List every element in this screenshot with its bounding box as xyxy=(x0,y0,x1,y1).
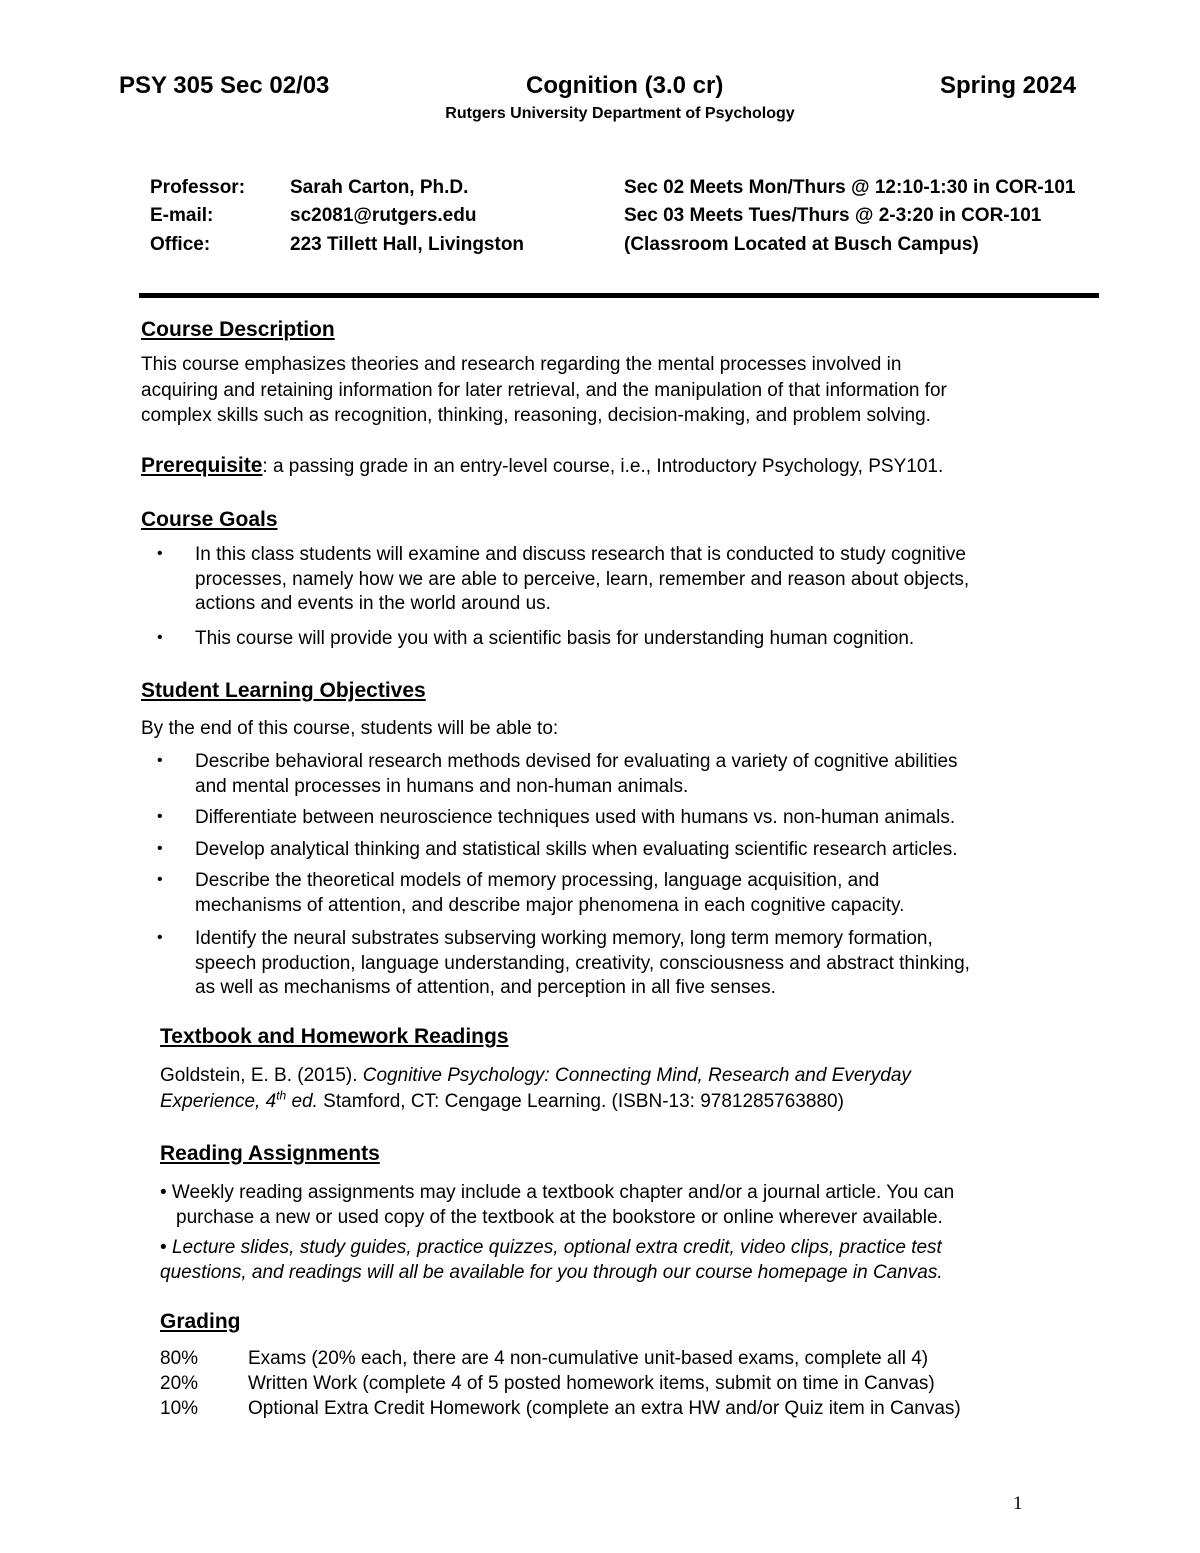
list-item: • Lecture slides, study guides, practice quizzes, optional extra credit, video clips, practice test questions, and readings will all be available for you through our course homepage in Canvas. xyxy=(160,1237,943,1283)
prerequisite xyxy=(141,454,943,478)
course-title: Cognition (3.0 cr) xyxy=(526,72,724,99)
bullet-icon: • xyxy=(157,929,163,946)
professor-label: Professor: xyxy=(150,177,246,198)
list-item: Differentiate between neuroscience techniques used with humans vs. non-human animals. xyxy=(195,807,956,828)
objectives-heading: Student Learning Objectives xyxy=(141,679,426,702)
grading-percent: 80% xyxy=(160,1348,199,1369)
classroom-location: (Classroom Located at Busch Campus) xyxy=(624,234,979,255)
bullet-icon: • xyxy=(157,840,163,857)
list-item: Develop analytical thinking and statistical skills when evaluating scientific research articles. xyxy=(195,839,958,860)
grading-percent: 20% xyxy=(160,1373,199,1394)
list-item: This course will provide you with a scientific basis for understanding human cognition. xyxy=(195,628,915,649)
course-code: PSY 305 Sec 02/03 xyxy=(119,72,330,99)
office-location: 223 Tillett Hall, Livingston xyxy=(290,234,525,255)
bullet-icon: • xyxy=(157,808,163,825)
bullet-icon: • xyxy=(157,545,163,562)
list-item: In this class students will examine and discuss research that is conducted to study cognitive processes, namely how we are able to perceive, learn, remember and reason about objects, actions and events in the world around us. xyxy=(195,544,970,614)
textbook-title: Cognitive Psychology: Connecting Mind, Research and Everyday xyxy=(362,1065,911,1086)
course-description-text: This course emphasizes theories and research regarding the mental processes involved in acquiring and retaining information for later retrieval, and the manipulation of that information for complex skills such as recognition, thinking, reasoning, decision-making, and problem solving. xyxy=(141,354,947,426)
objectives-intro: By the end of this course, students will be able to: xyxy=(141,718,559,739)
department: Rutgers University Department of Psychology xyxy=(445,105,795,122)
reading-heading: Reading Assignments xyxy=(160,1142,380,1165)
prerequisite-label: Prerequisite xyxy=(141,454,263,477)
grading-percent: 10% xyxy=(160,1398,199,1419)
prerequisite-text: : a passing grade in an entry-level course, i.e., Introductory Psychology, PSY101. xyxy=(262,456,944,477)
course-goals-heading: Course Goals xyxy=(141,508,278,531)
meeting-sec03: Sec 03 Meets Tues/Thurs @ 2-3:20 in COR-101 xyxy=(624,205,1042,226)
grading-description: Exams (20% each, there are 4 non-cumulative unit-based exams, complete all 4) xyxy=(248,1348,929,1369)
list-item: Describe behavioral research methods devised for evaluating a variety of cognitive abilities and mental processes in humans and non-human animals. xyxy=(195,751,958,797)
email-address[interactable]: sc2081@rutgers.edu xyxy=(290,205,477,226)
grading-description: Written Work (complete 4 of 5 posted homework items, submit on time in Canvas) xyxy=(248,1373,935,1394)
email-label: E-mail: xyxy=(150,205,214,226)
office-label: Office: xyxy=(150,234,211,255)
list-item: Identify the neural substrates subserving working memory, long term memory formation, speech production, language understanding, creativity, consciousness and abstract thinking, as well as mechanisms of attention, and perception in all five senses. xyxy=(195,928,970,998)
header-divider xyxy=(139,293,1099,298)
grading-description: Optional Extra Credit Homework (complete an extra HW and/or Quiz item in Canvas) xyxy=(248,1398,961,1419)
textbook-heading: Textbook and Homework Readings xyxy=(160,1025,509,1048)
term: Spring 2024 xyxy=(940,72,1077,99)
course-description-heading: Course Description xyxy=(141,318,335,341)
bullet-icon: • xyxy=(157,752,163,769)
list-item: Describe the theoretical models of memory processing, language acquisition, and mechanisms of attention, and describe major phenomena in each cognitive capacity. xyxy=(195,870,905,916)
bullet-icon: • xyxy=(157,629,163,646)
professor-name: Sarah Carton, Ph.D. xyxy=(290,177,469,198)
page-number: 1 xyxy=(1013,1493,1023,1514)
grading-heading: Grading xyxy=(160,1310,241,1333)
bullet-icon: • xyxy=(157,871,163,888)
list-item: • Weekly reading assignments may include a textbook chapter and/or a journal article. You can purchase a new or used copy of the textbook at the bookstore or online wherever available. xyxy=(160,1182,955,1228)
meeting-sec02: Sec 02 Meets Mon/Thurs @ 12:10-1:30 in COR-101 xyxy=(624,177,1076,198)
textbook-citation: Goldstein, E. B. (2015). Cognitive Psychology: Connecting Mind, Research and Everyday Experience, 4th ed. Stamford, CT: Cengage Learning. (ISBN-13: 9781285763880) xyxy=(160,1065,911,1112)
